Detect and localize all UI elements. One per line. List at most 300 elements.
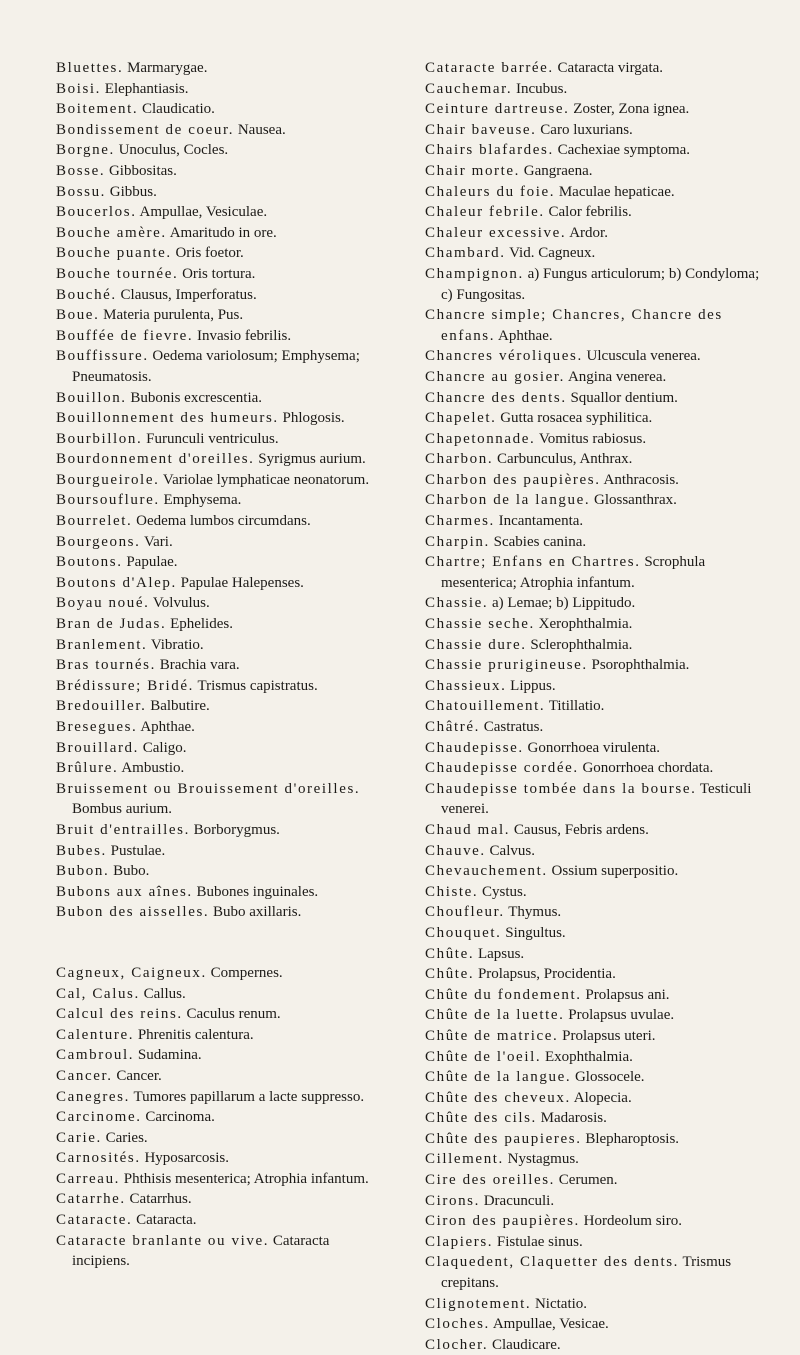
entry-definition: Calvus. bbox=[489, 842, 535, 859]
dictionary-entry bbox=[56, 1087, 391, 1108]
dictionary-entry bbox=[425, 1294, 770, 1315]
dictionary-entry bbox=[425, 470, 770, 491]
entry-definition: Trismus capistratus. bbox=[197, 677, 318, 694]
entry-definition: Dracunculi. bbox=[483, 1192, 555, 1209]
entry-definition: Caro luxurians. bbox=[540, 121, 633, 138]
dictionary-entry bbox=[425, 367, 770, 388]
entry-term: Bouillon. bbox=[56, 389, 127, 406]
entry-definition: Ephelides. bbox=[170, 616, 233, 633]
dictionary-entry bbox=[56, 1045, 391, 1066]
entry-term: Chaudepisse cordée. bbox=[425, 760, 579, 777]
dictionary-entry bbox=[425, 635, 770, 656]
dictionary-entry bbox=[425, 593, 770, 614]
dictionary-entry bbox=[56, 573, 391, 594]
entry-definition: Hordeolum siro. bbox=[583, 1213, 682, 1230]
entry-term: Brédissure; Bridé. bbox=[56, 677, 194, 694]
entry-definition: Carcinoma. bbox=[145, 1109, 215, 1126]
entry-definition: Nausea. bbox=[237, 121, 286, 138]
entry-term: Cire des oreilles. bbox=[425, 1172, 556, 1189]
entry-term: Cambroul. bbox=[56, 1047, 135, 1064]
dictionary-entry bbox=[425, 1252, 770, 1293]
dictionary-entry bbox=[425, 1170, 770, 1191]
entry-definition: Bubo axillaris. bbox=[213, 904, 302, 921]
entry-definition: Bubonis excrescentia. bbox=[130, 389, 263, 406]
dictionary-entry bbox=[425, 944, 770, 965]
entry-definition: Invasio febrilis. bbox=[196, 327, 292, 344]
entry-term: Chatouillement. bbox=[425, 698, 546, 715]
entry-term: Chassie dure. bbox=[425, 636, 527, 653]
dictionary-entry bbox=[425, 532, 770, 553]
dictionary-entry bbox=[425, 223, 770, 244]
entry-definition: Balbutire. bbox=[150, 698, 210, 715]
dictionary-entry bbox=[56, 223, 391, 244]
entry-definition: Claudicare. bbox=[491, 1336, 561, 1353]
entry-definition: Fistulae sinus. bbox=[496, 1233, 583, 1250]
dictionary-entry bbox=[56, 614, 391, 635]
dictionary-entry bbox=[425, 655, 770, 676]
entry-definition: Lippus. bbox=[510, 677, 556, 694]
dictionary-entry bbox=[425, 243, 770, 264]
entry-definition: Compernes. bbox=[210, 964, 283, 981]
entry-term: Bouché. bbox=[56, 286, 117, 303]
dictionary-entry bbox=[425, 882, 770, 903]
entry-term: Brûlure. bbox=[56, 760, 119, 777]
entry-definition: Emphysema. bbox=[163, 492, 242, 509]
entry-term: Cataracte branlante ou vive. bbox=[56, 1232, 270, 1249]
entry-definition: Prolapsus uvulae. bbox=[568, 1007, 675, 1024]
entry-term: Claquedent, Claquetter des dents. bbox=[425, 1254, 679, 1271]
dictionary-entry bbox=[425, 902, 770, 923]
entry-definition: Madarosis. bbox=[540, 1110, 607, 1127]
dictionary-entry bbox=[56, 161, 391, 182]
entry-term: Chiste. bbox=[425, 883, 479, 900]
dictionary-entry bbox=[425, 1067, 770, 1088]
dictionary-entry bbox=[56, 99, 391, 120]
entry-definition: Bubo. bbox=[113, 863, 150, 880]
entry-definition: Brachia vara. bbox=[159, 657, 240, 674]
entry-definition: Gutta rosacea syphilitica. bbox=[500, 410, 653, 427]
entry-term: Bourgeons. bbox=[56, 533, 141, 550]
entry-term: Chancre au gosier. bbox=[425, 368, 566, 385]
dictionary-entry bbox=[56, 532, 391, 553]
entry-definition: Phthisis mesenterica; Atrophia infantum. bbox=[123, 1170, 369, 1187]
left-column bbox=[56, 58, 391, 1272]
entry-term: Carcinome. bbox=[56, 1109, 142, 1126]
entry-term: Clignotement. bbox=[425, 1295, 532, 1312]
entries-c-continued bbox=[425, 58, 770, 1355]
entry-definition: Gibbus. bbox=[109, 183, 157, 200]
entry-term: Bubons aux aînes. bbox=[56, 883, 193, 900]
entry-definition: Ossium superpositio. bbox=[551, 863, 679, 880]
dictionary-entry bbox=[56, 738, 391, 759]
entry-definition: Calor febrilis. bbox=[548, 204, 632, 221]
dictionary-entry bbox=[56, 717, 391, 738]
entry-definition: Clausus, Imperforatus. bbox=[120, 286, 257, 303]
dictionary-entry bbox=[425, 182, 770, 203]
entry-definition: Caligo. bbox=[142, 739, 187, 756]
entry-definition: Tumores papillarum a lacte suppresso. bbox=[133, 1088, 365, 1105]
entry-definition: Unoculus, Cocles. bbox=[118, 142, 229, 159]
dictionary-entry bbox=[56, 1128, 391, 1149]
entry-term: Bruissement ou Brouissement d'oreilles. bbox=[56, 780, 361, 797]
dictionary-entry bbox=[56, 1107, 391, 1128]
entry-term: Bubon des aisselles. bbox=[56, 904, 210, 921]
entry-term: Chauve. bbox=[425, 842, 486, 859]
entry-definition: Maculae hepaticae. bbox=[558, 183, 675, 200]
entry-term: Chûte des paupieres. bbox=[425, 1130, 582, 1147]
entries-b-section bbox=[56, 58, 391, 923]
dictionary-entry bbox=[425, 738, 770, 759]
entry-definition: Ampullae, Vesicae. bbox=[492, 1316, 609, 1333]
dictionary-entry bbox=[56, 552, 391, 573]
dictionary-entry bbox=[425, 202, 770, 223]
entry-definition: Cerumen. bbox=[558, 1172, 618, 1189]
dictionary-entry bbox=[56, 963, 391, 984]
dictionary-entry bbox=[56, 305, 391, 326]
entry-term: Chassie. bbox=[425, 595, 489, 612]
entry-term: Chaudepisse tombée dans la bourse. bbox=[425, 780, 697, 797]
entry-term: Borgne. bbox=[56, 142, 115, 159]
entry-term: Carie. bbox=[56, 1129, 102, 1146]
entry-term: Cataracte barrée. bbox=[425, 60, 554, 76]
entry-term: Choufleur. bbox=[425, 904, 505, 921]
entry-definition: Catarrhus. bbox=[129, 1191, 192, 1208]
entry-definition: Gonorrhoea virulenta. bbox=[527, 739, 660, 756]
entry-term: Bouche puante. bbox=[56, 245, 172, 262]
entry-definition: Lapsus. bbox=[477, 945, 525, 962]
entry-term: Chûte. bbox=[425, 966, 475, 983]
dictionary-entry bbox=[425, 676, 770, 697]
entry-term: Charbon de la langue. bbox=[425, 492, 591, 509]
entry-definition: Pustulae. bbox=[110, 842, 166, 859]
dictionary-entry bbox=[56, 285, 391, 306]
entry-term: Chûte des cheveux. bbox=[425, 1089, 571, 1106]
entries-c-section bbox=[56, 963, 391, 1272]
entry-definition: Volvulus. bbox=[152, 595, 210, 612]
dictionary-entry bbox=[56, 902, 391, 923]
entry-term: Catarrhe. bbox=[56, 1191, 126, 1208]
entry-definition: Prolapsus uteri. bbox=[562, 1027, 656, 1044]
entry-term: Boue. bbox=[56, 307, 100, 324]
dictionary-entry bbox=[425, 161, 770, 182]
dictionary-entry bbox=[56, 984, 391, 1005]
entry-term: Bruit d'entrailles. bbox=[56, 821, 190, 838]
entry-definition: Blepharoptosis. bbox=[585, 1130, 680, 1147]
dictionary-entry bbox=[425, 305, 770, 346]
entry-definition: Glossocele. bbox=[574, 1069, 645, 1086]
entry-term: Boitement. bbox=[56, 101, 139, 118]
entry-definition: Titillatio. bbox=[548, 698, 605, 715]
dictionary-entry bbox=[56, 511, 391, 532]
dictionary-entry bbox=[425, 1314, 770, 1335]
entry-term: Chapelet. bbox=[425, 410, 497, 427]
entry-definition: Oris foetor. bbox=[175, 245, 244, 262]
entry-definition: Glossanthrax. bbox=[593, 492, 677, 509]
entry-definition: Ardor. bbox=[569, 224, 608, 241]
entry-definition: Cataracta. bbox=[136, 1212, 197, 1229]
entry-term: Chancre simple; Chancres, Chancre des enfans. bbox=[425, 307, 723, 344]
dictionary-entry bbox=[425, 552, 770, 593]
entry-term: Chaleur excessive. bbox=[425, 224, 567, 241]
dictionary-entry bbox=[425, 923, 770, 944]
dictionary-entry bbox=[425, 1047, 770, 1068]
entry-term: Boutons. bbox=[56, 554, 123, 571]
entry-term: Bourgueirole. bbox=[56, 471, 160, 488]
entry-term: Bras tournés. bbox=[56, 657, 156, 674]
entry-definition: Nystagmus. bbox=[507, 1151, 579, 1168]
entry-definition: Gibbositas. bbox=[108, 162, 177, 179]
dictionary-entry bbox=[425, 429, 770, 450]
entry-term: Bouche tournée. bbox=[56, 265, 179, 282]
dictionary-entry bbox=[425, 490, 770, 511]
entry-term: Chair baveuse. bbox=[425, 121, 537, 138]
entry-term: Chartre; Enfans en Chartres. bbox=[425, 554, 641, 571]
dictionary-entry bbox=[56, 1169, 391, 1190]
dictionary-entry bbox=[425, 820, 770, 841]
entry-term: Ceinture dartreuse. bbox=[425, 101, 570, 118]
entry-definition: Cachexiae symptoma. bbox=[557, 142, 691, 159]
dictionary-entry bbox=[425, 140, 770, 161]
entry-term: Bredouiller. bbox=[56, 698, 147, 715]
dictionary-entry bbox=[425, 511, 770, 532]
entry-term: Clocher. bbox=[425, 1336, 489, 1353]
dictionary-entry bbox=[425, 58, 770, 79]
entry-definition: Scrophula mesenterica; Atrophia infantum. bbox=[441, 554, 706, 591]
entry-definition: Ambustio. bbox=[121, 760, 185, 777]
entry-definition: Xerophthalmia. bbox=[538, 616, 633, 633]
dictionary-entry bbox=[425, 1149, 770, 1170]
entry-term: Ciron des paupières. bbox=[425, 1213, 580, 1230]
entry-term: Chair morte. bbox=[425, 162, 521, 179]
entry-definition: Materia purulenta, Pus. bbox=[103, 307, 244, 324]
entry-term: Cloches. bbox=[425, 1316, 490, 1333]
entry-definition: Gonorrhoea chordata. bbox=[582, 760, 714, 777]
entry-term: Chûte de l'oeil. bbox=[425, 1048, 542, 1065]
entry-term: Chaleurs du foie. bbox=[425, 183, 556, 200]
dictionary-entry bbox=[56, 79, 391, 100]
entry-term: Chevauchement. bbox=[425, 863, 548, 880]
entry-definition: Anthracosis. bbox=[603, 471, 679, 488]
entry-definition: Ampullae, Vesiculae. bbox=[139, 204, 268, 221]
dictionary-entry bbox=[425, 779, 770, 820]
entry-definition: Exophthalmia. bbox=[544, 1048, 633, 1065]
dictionary-entry bbox=[425, 614, 770, 635]
entry-definition: Papulae Halepenses. bbox=[180, 574, 304, 591]
entry-term: Canegres. bbox=[56, 1088, 130, 1105]
dictionary-entry bbox=[425, 861, 770, 882]
entry-term: Charbon des paupières. bbox=[425, 471, 601, 488]
entry-definition: Aphthae. bbox=[498, 327, 553, 344]
entry-term: Cataracte. bbox=[56, 1212, 133, 1229]
entry-term: Bourrelet. bbox=[56, 513, 133, 530]
entry-definition: a) Lemae; b) Lippitudo. bbox=[491, 595, 636, 612]
entry-term: Chûte de la luette. bbox=[425, 1007, 565, 1024]
dictionary-entry bbox=[425, 264, 770, 305]
entry-term: Bouillonnement des humeurs. bbox=[56, 410, 279, 427]
entry-definition: Bombus aurium. bbox=[72, 801, 172, 818]
entry-definition: Vomitus rabiosus. bbox=[538, 430, 647, 447]
entry-term: Boisi. bbox=[56, 80, 102, 97]
entry-definition: Phrenitis calentura. bbox=[137, 1026, 254, 1043]
entry-definition: Vibratio. bbox=[150, 636, 204, 653]
dictionary-entry bbox=[425, 346, 770, 367]
entry-term: Calenture. bbox=[56, 1026, 135, 1043]
dictionary-entry bbox=[56, 841, 391, 862]
section-gap bbox=[56, 923, 391, 963]
dictionary-entry bbox=[425, 388, 770, 409]
dictionary-entry bbox=[425, 696, 770, 717]
entry-term: Branlement. bbox=[56, 636, 148, 653]
entry-term: Boutons d'Alep. bbox=[56, 574, 177, 591]
entry-term: Chaud mal. bbox=[425, 821, 511, 838]
entry-term: Carreau. bbox=[56, 1170, 121, 1187]
entry-term: Boyau noué. bbox=[56, 595, 150, 612]
dictionary-entry bbox=[56, 470, 391, 491]
entry-definition: Sudamina. bbox=[137, 1047, 202, 1064]
entry-term: Chancres véroliques. bbox=[425, 348, 583, 365]
dictionary-entry bbox=[56, 676, 391, 697]
dictionary-entry bbox=[56, 202, 391, 223]
dictionary-entry bbox=[425, 1211, 770, 1232]
entry-definition: Gangraena. bbox=[523, 162, 593, 179]
entry-definition: Borborygmus. bbox=[193, 821, 280, 838]
dictionary-entry bbox=[425, 1191, 770, 1212]
dictionary-entry bbox=[56, 326, 391, 347]
entry-term: Chûte de matrice. bbox=[425, 1027, 559, 1044]
entry-term: Bluettes. bbox=[56, 60, 124, 76]
dictionary-entry bbox=[56, 861, 391, 882]
entry-term: Chairs blafardes. bbox=[425, 142, 554, 159]
entry-term: Chambard. bbox=[425, 245, 506, 262]
entry-term: Charpin. bbox=[425, 533, 490, 550]
entry-term: Charbon. bbox=[425, 451, 494, 468]
dictionary-entry bbox=[425, 99, 770, 120]
entry-term: Chûte. bbox=[425, 945, 475, 962]
entry-term: Châtré. bbox=[425, 719, 480, 735]
dictionary-entry bbox=[56, 779, 391, 820]
entry-definition: Caries. bbox=[105, 1129, 148, 1146]
entry-term: Bresegues. bbox=[56, 719, 138, 735]
right-column bbox=[425, 58, 770, 1355]
entry-term: Cancer. bbox=[56, 1067, 113, 1084]
entry-term: Bouffée de fievre. bbox=[56, 327, 194, 344]
entry-term: Chassie seche. bbox=[425, 616, 535, 633]
entry-definition: Claudicatio. bbox=[142, 101, 215, 118]
entry-term: Boursouflure. bbox=[56, 492, 160, 509]
entry-definition: Cataracta virgata. bbox=[557, 60, 664, 76]
entry-definition: Papulae. bbox=[126, 554, 178, 571]
entry-term: Bossu. bbox=[56, 183, 107, 200]
entry-definition: Nictatio. bbox=[534, 1295, 588, 1312]
entry-definition: Vid. Cagneux. bbox=[509, 245, 596, 262]
entry-definition: Thymus. bbox=[508, 904, 562, 921]
entry-definition: Alopecia. bbox=[573, 1089, 632, 1106]
entry-term: Chancre des dents. bbox=[425, 389, 567, 406]
dictionary-entry bbox=[425, 1129, 770, 1150]
dictionary-entry bbox=[56, 1148, 391, 1169]
entry-term: Calcul des reins. bbox=[56, 1006, 183, 1023]
dictionary-entry bbox=[56, 449, 391, 470]
entry-definition: Aphthae. bbox=[140, 719, 195, 735]
entry-definition: Psorophthalmia. bbox=[591, 657, 690, 674]
entry-definition: Callus. bbox=[143, 985, 186, 1002]
entry-definition: Phlogosis. bbox=[282, 410, 345, 427]
entry-term: Bubon. bbox=[56, 863, 110, 880]
entry-term: Boucerlos. bbox=[56, 204, 137, 221]
entry-term: Cagneux, Caigneux. bbox=[56, 964, 207, 981]
dictionary-entry bbox=[425, 1088, 770, 1109]
entry-term: Bouche amère. bbox=[56, 224, 167, 241]
dictionary-entry bbox=[425, 758, 770, 779]
entry-definition: Prolapsus, Procidentia. bbox=[477, 966, 616, 983]
entry-definition: Vari. bbox=[143, 533, 173, 550]
entry-definition: Incubus. bbox=[515, 80, 568, 97]
entry-definition: Carbunculus, Anthrax. bbox=[496, 451, 633, 468]
entry-definition: Angina venerea. bbox=[567, 368, 667, 385]
dictionary-entry bbox=[56, 1210, 391, 1231]
entry-term: Bourdonnement d'oreilles. bbox=[56, 451, 255, 468]
entry-definition: Causus, Febris ardens. bbox=[513, 821, 649, 838]
entry-definition: Amaritudo in ore. bbox=[169, 224, 277, 241]
entry-term: Bouffissure. bbox=[56, 348, 149, 365]
dictionary-entry bbox=[56, 346, 391, 387]
entry-definition: Hyposarcosis. bbox=[144, 1150, 230, 1167]
dictionary-entry bbox=[425, 1005, 770, 1026]
dictionary-entry bbox=[56, 696, 391, 717]
entry-definition: Caculus renum. bbox=[186, 1006, 281, 1023]
entry-definition: Testiculi venerei. bbox=[441, 780, 752, 818]
dictionary-entry bbox=[425, 1232, 770, 1253]
entry-term: Brouillard. bbox=[56, 739, 140, 756]
entry-definition: Bubones inguinales. bbox=[196, 883, 319, 900]
entry-term: Chaleur febrile. bbox=[425, 204, 545, 221]
dictionary-entry bbox=[56, 182, 391, 203]
entry-term: Bosse. bbox=[56, 162, 106, 179]
dictionary-entry bbox=[425, 120, 770, 141]
dictionary-entry bbox=[425, 841, 770, 862]
entry-definition: Furunculi ventriculus. bbox=[146, 430, 279, 447]
entry-term: Clapiers. bbox=[425, 1233, 494, 1250]
dictionary-entry bbox=[56, 490, 391, 511]
entry-definition: Cataracta incipiens. bbox=[72, 1232, 330, 1270]
entry-definition: Oedema lumbos circumdans. bbox=[136, 513, 311, 530]
entry-definition: Trismus crepitans. bbox=[441, 1254, 732, 1292]
dictionary-entry bbox=[56, 388, 391, 409]
entry-term: Charmes. bbox=[425, 513, 495, 530]
dictionary-entry bbox=[56, 882, 391, 903]
entry-definition: Variolae lymphaticae neonatorum. bbox=[162, 471, 370, 488]
entry-definition: Elephantiasis. bbox=[104, 80, 189, 97]
dictionary-entry bbox=[56, 1189, 391, 1210]
entry-definition: Sclerophthalmia. bbox=[530, 636, 633, 653]
entry-definition: Syrigmus aurium. bbox=[258, 451, 366, 468]
dictionary-entry bbox=[56, 593, 391, 614]
entry-term: Bondissement de coeur. bbox=[56, 121, 235, 138]
entry-term: Cauchemar. bbox=[425, 80, 513, 97]
entry-definition: Marmarygae. bbox=[127, 60, 208, 76]
dictionary-entry bbox=[425, 449, 770, 470]
entry-term: Chassie prurigineuse. bbox=[425, 657, 588, 674]
dictionary-entry bbox=[56, 820, 391, 841]
dictionary-entry bbox=[56, 1231, 391, 1272]
entry-term: Bourbillon. bbox=[56, 430, 143, 447]
dictionary-entry bbox=[56, 1066, 391, 1087]
entry-term: Cirons. bbox=[425, 1192, 480, 1209]
entry-definition: Oris tortura. bbox=[182, 265, 256, 282]
dictionary-entry bbox=[56, 58, 391, 79]
dictionary-entry bbox=[56, 264, 391, 285]
dictionary-entry bbox=[56, 243, 391, 264]
